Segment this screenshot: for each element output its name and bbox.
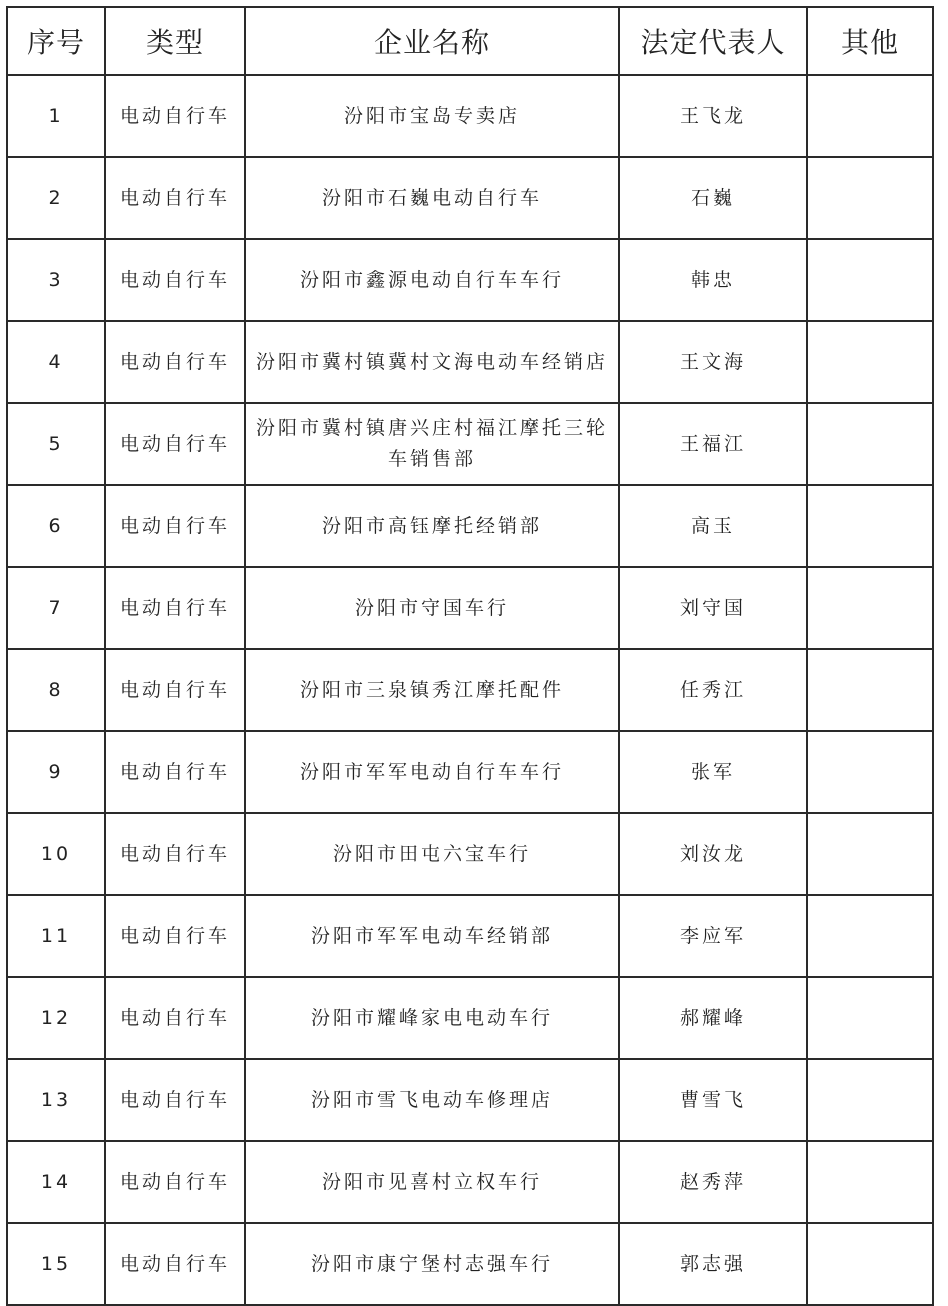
table-row — [7, 321, 933, 403]
cell-other — [807, 731, 933, 813]
cell-type: 电动自行车 — [105, 649, 245, 731]
cell-no: 2 — [7, 157, 105, 239]
cell-no: 15 — [7, 1223, 105, 1305]
cell-other — [807, 321, 933, 403]
cell-no: 11 — [7, 895, 105, 977]
cell-no: 12 — [7, 977, 105, 1059]
header-type: 类型 — [105, 7, 245, 75]
table-row — [7, 239, 933, 321]
cell-legal-rep: 王文海 — [619, 321, 807, 403]
header-name: 企业名称 — [245, 7, 619, 75]
cell-no: 1 — [7, 75, 105, 157]
cell-other — [807, 1141, 933, 1223]
cell-type: 电动自行车 — [105, 1059, 245, 1141]
cell-no: 8 — [7, 649, 105, 731]
cell-no: 9 — [7, 731, 105, 813]
table-header — [7, 7, 933, 75]
table-row — [7, 649, 933, 731]
cell-legal-rep: 任秀江 — [619, 649, 807, 731]
header-other: 其他 — [807, 7, 933, 75]
cell-type: 电动自行车 — [105, 1141, 245, 1223]
cell-no: 13 — [7, 1059, 105, 1141]
cell-no: 4 — [7, 321, 105, 403]
cell-legal-rep: 刘守国 — [619, 567, 807, 649]
cell-legal-rep: 张军 — [619, 731, 807, 813]
cell-enterprise-name: 汾阳市田屯六宝车行 — [245, 813, 619, 895]
cell-enterprise-name: 汾阳市鑫源电动自行车车行 — [245, 239, 619, 321]
cell-enterprise-name: 汾阳市见喜村立权车行 — [245, 1141, 619, 1223]
cell-type: 电动自行车 — [105, 239, 245, 321]
cell-enterprise-name: 汾阳市冀村镇冀村文海电动车经销店 — [245, 321, 619, 403]
table-row — [7, 157, 933, 239]
cell-no: 5 — [7, 403, 105, 485]
cell-other — [807, 567, 933, 649]
cell-other — [807, 649, 933, 731]
cell-other — [807, 403, 933, 485]
cell-legal-rep: 石巍 — [619, 157, 807, 239]
cell-enterprise-name: 汾阳市雪飞电动车修理店 — [245, 1059, 619, 1141]
table-row — [7, 895, 933, 977]
cell-legal-rep: 王福江 — [619, 403, 807, 485]
cell-type: 电动自行车 — [105, 1223, 245, 1305]
cell-legal-rep: 郭志强 — [619, 1223, 807, 1305]
enterprise-table — [6, 6, 934, 1306]
cell-no: 6 — [7, 485, 105, 567]
table-row — [7, 1059, 933, 1141]
cell-other — [807, 813, 933, 895]
cell-enterprise-name: 汾阳市石巍电动自行车 — [245, 157, 619, 239]
cell-enterprise-name: 汾阳市三泉镇秀江摩托配件 — [245, 649, 619, 731]
cell-no: 3 — [7, 239, 105, 321]
cell-type: 电动自行车 — [105, 567, 245, 649]
cell-type: 电动自行车 — [105, 157, 245, 239]
table-row — [7, 403, 933, 485]
cell-legal-rep: 郝耀峰 — [619, 977, 807, 1059]
cell-enterprise-name: 汾阳市耀峰家电电动车行 — [245, 977, 619, 1059]
cell-no: 14 — [7, 1141, 105, 1223]
table-row — [7, 485, 933, 567]
table-row — [7, 977, 933, 1059]
cell-legal-rep: 刘汝龙 — [619, 813, 807, 895]
cell-enterprise-name: 汾阳市高钰摩托经销部 — [245, 485, 619, 567]
cell-type: 电动自行车 — [105, 895, 245, 977]
cell-type: 电动自行车 — [105, 321, 245, 403]
cell-legal-rep: 赵秀萍 — [619, 1141, 807, 1223]
table-row — [7, 567, 933, 649]
cell-legal-rep: 高玉 — [619, 485, 807, 567]
cell-type: 电动自行车 — [105, 731, 245, 813]
cell-no: 7 — [7, 567, 105, 649]
table-body — [7, 75, 933, 1305]
cell-enterprise-name: 汾阳市军军电动车经销部 — [245, 895, 619, 977]
cell-enterprise-name: 汾阳市康宁堡村志强车行 — [245, 1223, 619, 1305]
cell-other — [807, 1059, 933, 1141]
header-no: 序号 — [7, 7, 105, 75]
table-row — [7, 75, 933, 157]
cell-other — [807, 977, 933, 1059]
header-rep: 法定代表人 — [619, 7, 807, 75]
cell-legal-rep: 王飞龙 — [619, 75, 807, 157]
cell-other — [807, 75, 933, 157]
cell-enterprise-name: 汾阳市宝岛专卖店 — [245, 75, 619, 157]
table-row — [7, 1223, 933, 1305]
cell-enterprise-name: 汾阳市守国车行 — [245, 567, 619, 649]
header-row — [7, 7, 933, 75]
cell-type: 电动自行车 — [105, 403, 245, 485]
cell-enterprise-name: 汾阳市军军电动自行车车行 — [245, 731, 619, 813]
cell-type: 电动自行车 — [105, 813, 245, 895]
cell-legal-rep: 韩忠 — [619, 239, 807, 321]
cell-other — [807, 485, 933, 567]
cell-no: 10 — [7, 813, 105, 895]
cell-enterprise-name: 汾阳市冀村镇唐兴庄村福江摩托三轮车销售部 — [245, 403, 619, 485]
table-row — [7, 731, 933, 813]
cell-other — [807, 157, 933, 239]
cell-legal-rep: 曹雪飞 — [619, 1059, 807, 1141]
cell-other — [807, 239, 933, 321]
cell-type: 电动自行车 — [105, 75, 245, 157]
cell-other — [807, 1223, 933, 1305]
cell-type: 电动自行车 — [105, 485, 245, 567]
cell-other — [807, 895, 933, 977]
cell-type: 电动自行车 — [105, 977, 245, 1059]
table-row — [7, 813, 933, 895]
table-row — [7, 1141, 933, 1223]
cell-legal-rep: 李应军 — [619, 895, 807, 977]
